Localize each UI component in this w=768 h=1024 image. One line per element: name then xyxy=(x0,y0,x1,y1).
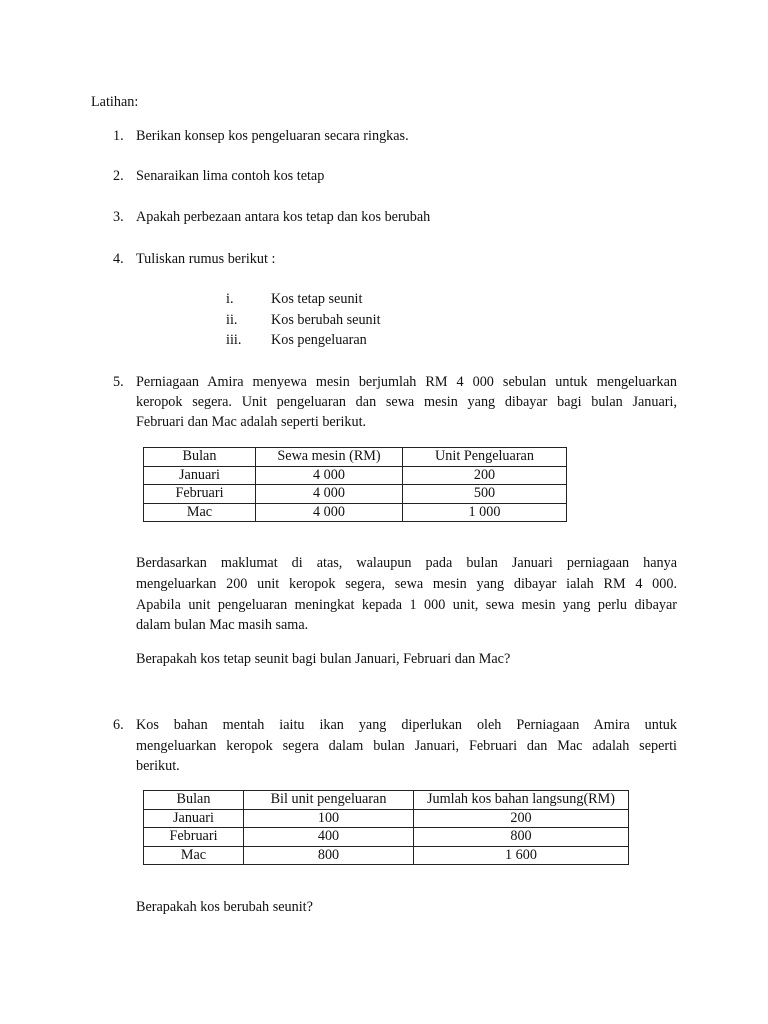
q5-table xyxy=(143,447,567,522)
q5-text-line: keropok segera. Unit pengeluaran dan sewa mesin yang dibayar bagi bulan Januari, xyxy=(136,394,677,410)
q6-text-line: Kos bahan mentah iaitu ikan yang diperlukan oleh Perniagaan Amira untuk xyxy=(136,717,677,733)
table-header-cell: Bulan xyxy=(144,791,244,810)
q5-paragraph-line: mengeluarkan 200 unit keropok segera, sewa mesin yang dibayar ialah RM 4 000. xyxy=(136,576,677,592)
q1-number: 1. xyxy=(113,128,124,144)
q5-text-line: Februari dan Mac adalah seperti berikut. xyxy=(136,414,367,430)
q5-question: Berapakah kos tetap seunit bagi bulan Januari, Februari dan Mac? xyxy=(136,651,511,667)
table-row xyxy=(144,503,567,522)
q6-text-line: berikut. xyxy=(136,758,180,774)
q3-number: 3. xyxy=(113,209,124,225)
q4-text: Tuliskan rumus berikut : xyxy=(136,251,276,267)
table-row xyxy=(144,466,567,485)
q4-sub-text: Kos tetap seunit xyxy=(271,291,363,307)
table-cell: Januari xyxy=(144,809,244,828)
q5-number: 5. xyxy=(113,374,124,390)
q4-number: 4. xyxy=(113,251,124,267)
table-row xyxy=(144,809,629,828)
q4-sub-text: Kos berubah seunit xyxy=(271,312,381,328)
table-cell: 800 xyxy=(244,846,414,865)
table-header-cell: Bil unit pengeluaran xyxy=(244,791,414,810)
table-cell: 4 000 xyxy=(256,466,403,485)
table-cell: 4 000 xyxy=(256,485,403,504)
table-header-cell: Unit Pengeluaran xyxy=(403,448,567,467)
table-header-cell: Jumlah kos bahan langsung(RM) xyxy=(414,791,629,810)
q4-sub-text: Kos pengeluaran xyxy=(271,332,367,348)
table-cell: 200 xyxy=(414,809,629,828)
table-cell: Mac xyxy=(144,503,256,522)
table-cell: 4 000 xyxy=(256,503,403,522)
table-header-row xyxy=(144,791,629,810)
table-row xyxy=(144,846,629,865)
q4-sub-number: iii. xyxy=(226,332,242,348)
q5-text-line: Perniagaan Amira menyewa mesin berjumlah RM 4 000 sebulan untuk mengeluarkan xyxy=(136,374,677,390)
table-row xyxy=(144,828,629,847)
table-cell: 1 600 xyxy=(414,846,629,865)
table-cell: Februari xyxy=(144,485,256,504)
q6-question: Berapakah kos berubah seunit? xyxy=(136,899,313,915)
q6-text-line: mengeluarkan keropok segera dalam bulan Januari, Februari dan Mac adalah seperti xyxy=(136,738,677,754)
q2-number: 2. xyxy=(113,168,124,184)
q5-paragraph-line: Apabila unit pengeluaran meningkat kepada 1 000 unit, sewa mesin yang perlu dibayar xyxy=(136,597,677,613)
table-cell: Mac xyxy=(144,846,244,865)
q5-paragraph-line: dalam bulan Mac masih sama. xyxy=(136,617,309,633)
q4-sub-number: ii. xyxy=(226,312,238,328)
page-heading: Latihan: xyxy=(91,94,139,110)
q1-text: Berikan konsep kos pengeluaran secara ringkas. xyxy=(136,128,409,144)
q2-text: Senaraikan lima contoh kos tetap xyxy=(136,168,325,184)
q6-table xyxy=(143,790,629,865)
table-cell: 1 000 xyxy=(403,503,567,522)
table-cell: 500 xyxy=(403,485,567,504)
table-cell: 100 xyxy=(244,809,414,828)
table-header-cell: Sewa mesin (RM) xyxy=(256,448,403,467)
table-cell: Februari xyxy=(144,828,244,847)
table-cell: 200 xyxy=(403,466,567,485)
table-header-cell: Bulan xyxy=(144,448,256,467)
table-cell: 400 xyxy=(244,828,414,847)
q5-paragraph-line: Berdasarkan maklumat di atas, walaupun pada bulan Januari perniagaan hanya xyxy=(136,555,677,571)
table-cell: 800 xyxy=(414,828,629,847)
table-cell: Januari xyxy=(144,466,256,485)
table-row xyxy=(144,485,567,504)
q4-sub-number: i. xyxy=(226,291,234,307)
q3-text: Apakah perbezaan antara kos tetap dan kos berubah xyxy=(136,209,431,225)
q6-number: 6. xyxy=(113,717,124,733)
table-header-row xyxy=(144,448,567,467)
